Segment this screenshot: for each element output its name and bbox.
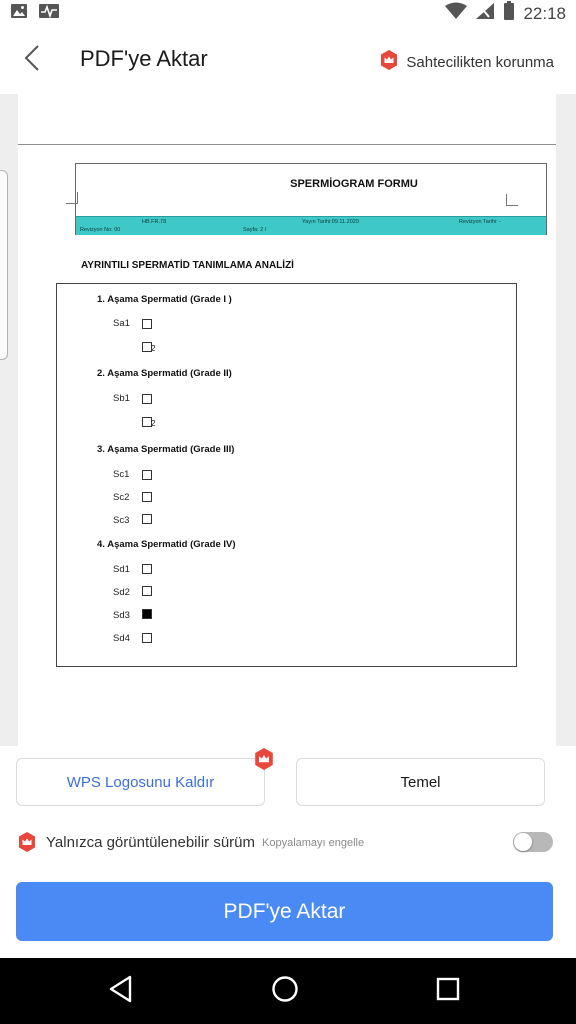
view-only-row <box>0 822 576 864</box>
view-only-toggle[interactable] <box>513 832 553 852</box>
revision-date: Revizyon Tarihi: - <box>459 219 502 225</box>
form-title: SPERMİOGRAM FORMU <box>290 178 418 190</box>
form-info-band <box>76 216 546 235</box>
item-label: Sd2 <box>113 587 130 598</box>
checkbox[interactable] <box>142 394 152 404</box>
nav-home-button[interactable] <box>269 975 301 1007</box>
anti-counterfeit-label: Sahtecilikten korunma <box>406 53 554 71</box>
nav-recents-button[interactable] <box>432 975 464 1007</box>
system-nav-bar <box>0 958 576 1024</box>
doc-number: HB.FR.78 <box>142 219 167 225</box>
publish-date: Yayın Tarihi:09.11.2020 <box>302 219 359 225</box>
battery-icon <box>503 1 515 26</box>
status-time: 22:18 <box>523 3 566 23</box>
page-title: PDF'ye Aktar <box>80 46 208 71</box>
export-pdf-button[interactable] <box>16 882 553 941</box>
item-label: Sd4 <box>113 633 130 644</box>
grade-title: 3. Aşama Spermatid (Grade III) <box>97 444 235 455</box>
checkbox[interactable] <box>142 319 152 329</box>
checkbox[interactable] <box>142 586 152 596</box>
item-label: Sc3 <box>113 515 130 526</box>
item-label: 2 <box>151 344 156 353</box>
chevron-left-icon <box>24 45 40 76</box>
grade-title: 2. Aşama Spermatid (Grade II) <box>97 368 232 379</box>
remove-wps-logo-button[interactable] <box>16 758 265 806</box>
crop-mark <box>66 192 78 204</box>
item-label: 2 <box>151 419 156 428</box>
wifi-icon <box>445 2 467 25</box>
basic-option-label: Temel <box>400 773 441 791</box>
crown-badge-icon <box>380 50 398 74</box>
back-button[interactable] <box>16 44 48 76</box>
crown-badge-icon <box>18 832 36 857</box>
triangle-back-icon <box>108 975 134 1008</box>
item-label: Sa1 <box>113 318 130 329</box>
square-recents-icon <box>435 976 461 1007</box>
item-label: Sc1 <box>113 469 130 480</box>
remove-wps-logo-label: WPS Logosunu Kaldır <box>66 773 215 791</box>
export-options <box>0 746 576 816</box>
gallery-notification-icon <box>10 2 28 25</box>
preview-scroll-handle[interactable] <box>0 170 8 360</box>
item-label: Sd1 <box>113 564 130 575</box>
crop-mark <box>506 194 518 206</box>
toggle-knob <box>514 833 532 851</box>
item-label: Sd3 <box>113 610 130 621</box>
page-number: Sayfa: 2 / <box>243 227 267 233</box>
page-divider <box>18 144 556 145</box>
activity-notification-icon <box>38 2 60 25</box>
anti-counterfeit-button[interactable] <box>380 50 554 74</box>
export-pdf-label: PDF'ye Aktar <box>223 899 346 923</box>
checkbox[interactable] <box>142 470 152 480</box>
item-label: Sc2 <box>113 492 130 503</box>
grade-title: 4. Aşama Spermatid (Grade IV) <box>97 539 236 550</box>
section-title: AYRINTILI SPERMATİD TANIMLAMA ANALİZİ <box>81 260 294 271</box>
checkbox[interactable] <box>142 564 152 574</box>
checkbox-checked[interactable] <box>142 609 152 619</box>
checkbox[interactable] <box>142 514 152 524</box>
status-bar <box>0 0 576 24</box>
premium-crown-icon <box>253 748 275 770</box>
form-header <box>75 163 547 235</box>
item-label: Sb1 <box>113 393 130 404</box>
view-only-label: Yalnızca görüntülenebilir sürüm <box>46 834 255 851</box>
checkbox[interactable] <box>142 633 152 643</box>
revision-number: Revizyon No: 00 <box>80 227 121 233</box>
basic-option-button[interactable] <box>296 758 545 806</box>
nav-back-button[interactable] <box>105 975 137 1007</box>
view-only-subtitle: Kopyalamayı engelle <box>262 837 365 849</box>
signal-icon <box>475 2 495 25</box>
checkbox[interactable] <box>142 492 152 502</box>
app-bar <box>0 24 576 94</box>
grade-title: 1. Aşama Spermatid (Grade I ) <box>97 294 232 305</box>
circle-home-icon <box>271 975 299 1008</box>
